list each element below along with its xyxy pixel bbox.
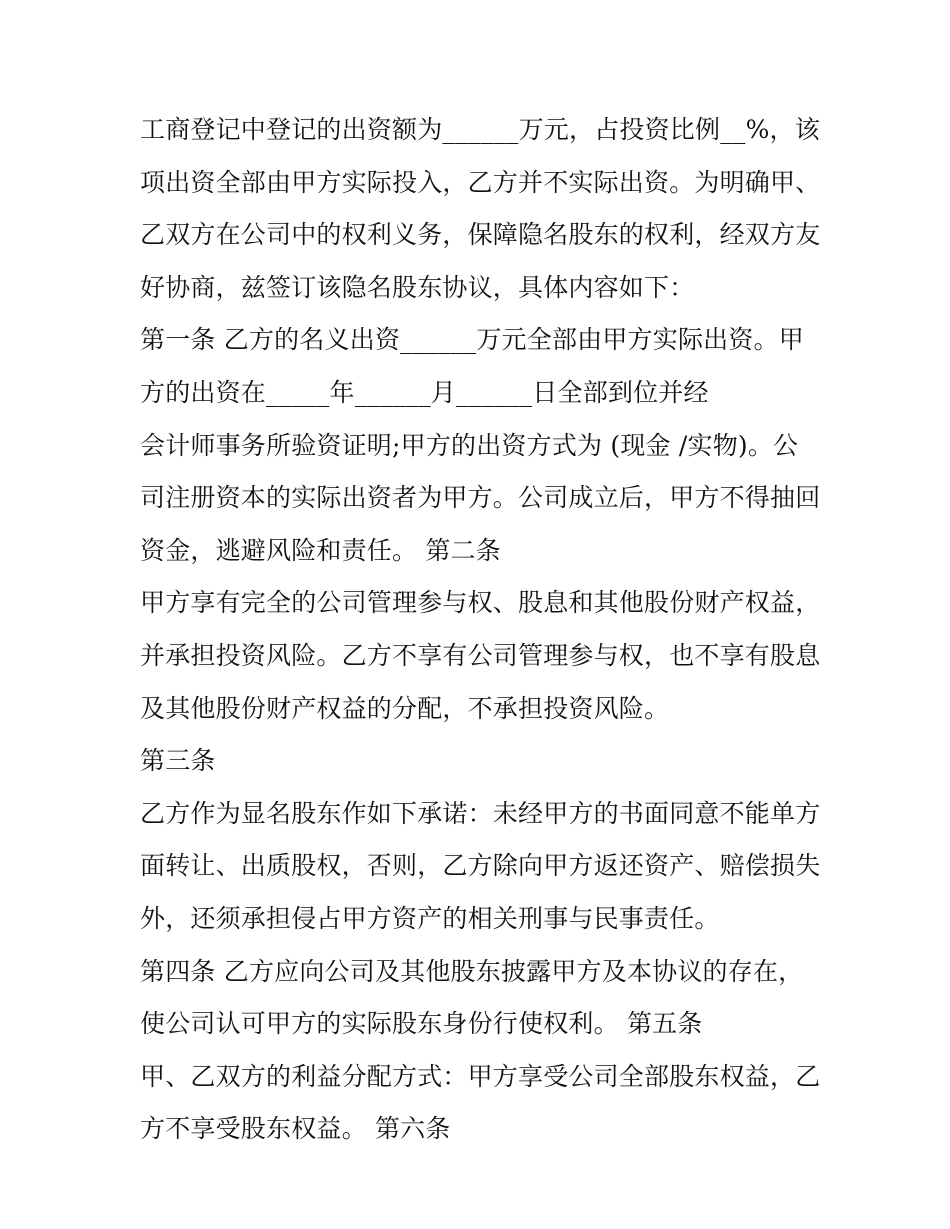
article-3-heading: 第三条 [140,746,216,776]
text-line: 外，还须承担侵占甲方资产的相关刑事与民事责任。 [140,903,720,933]
text-line: 司注册资本的实际出资者为甲方。公司成立后，甲方不得抽回 [140,483,821,513]
text-line: 面转让、出质股权，否则，乙方除向甲方返还资产、赔偿损失 [140,851,821,881]
text-line: 及其他股份财产权益的分配，不承担投资风险。 [140,693,670,723]
article-1-line: 第一条 乙方的名义出资______万元全部由甲方实际出资。甲 [140,325,804,355]
text-line: 项出资全部由甲方实际投入，乙方并不实际出资。为明确甲、 [140,167,821,197]
text-line: 会计师事务所验资证明;甲方的出资方式为 (现金 /实物)。公 [140,430,799,460]
text-line: 方的出资在_____年______月______日全部到位并经 [140,377,709,407]
agreement-body-text [140,104,820,1156]
article-4-line: 第四条 乙方应向公司及其他股东披露甲方及本协议的存在， [140,956,804,986]
text-line: 使公司认可甲方的实际股东身份行使权利。 第五条 [140,1009,703,1039]
text-line: 甲、乙双方的利益分配方式：甲方享受公司全部股东权益，乙 [140,1061,821,1091]
text-line: 乙双方在公司中的权利义务，保障隐名股东的权利，经双方友 [140,220,821,250]
text-line: 好协商，兹签订该隐名股东协议，具体内容如下： [140,272,695,302]
text-line: 工商登记中登记的出资额为______万元，占投资比例__%，该 [140,115,820,144]
text-line: 并承担投资风险。乙方不享有公司管理参与权，也不享有股息 [140,640,821,670]
text-line: 资金，逃避风险和责任。 第二条 [140,535,501,565]
text-line: 乙方作为显名股东作如下承诺：未经甲方的书面同意不能单方 [140,798,821,828]
text-line: 甲方享有完全的公司管理参与权、股息和其他股份财产权益， [140,588,821,618]
text-line: 方不享受股东权益。 第六条 [140,1114,451,1144]
